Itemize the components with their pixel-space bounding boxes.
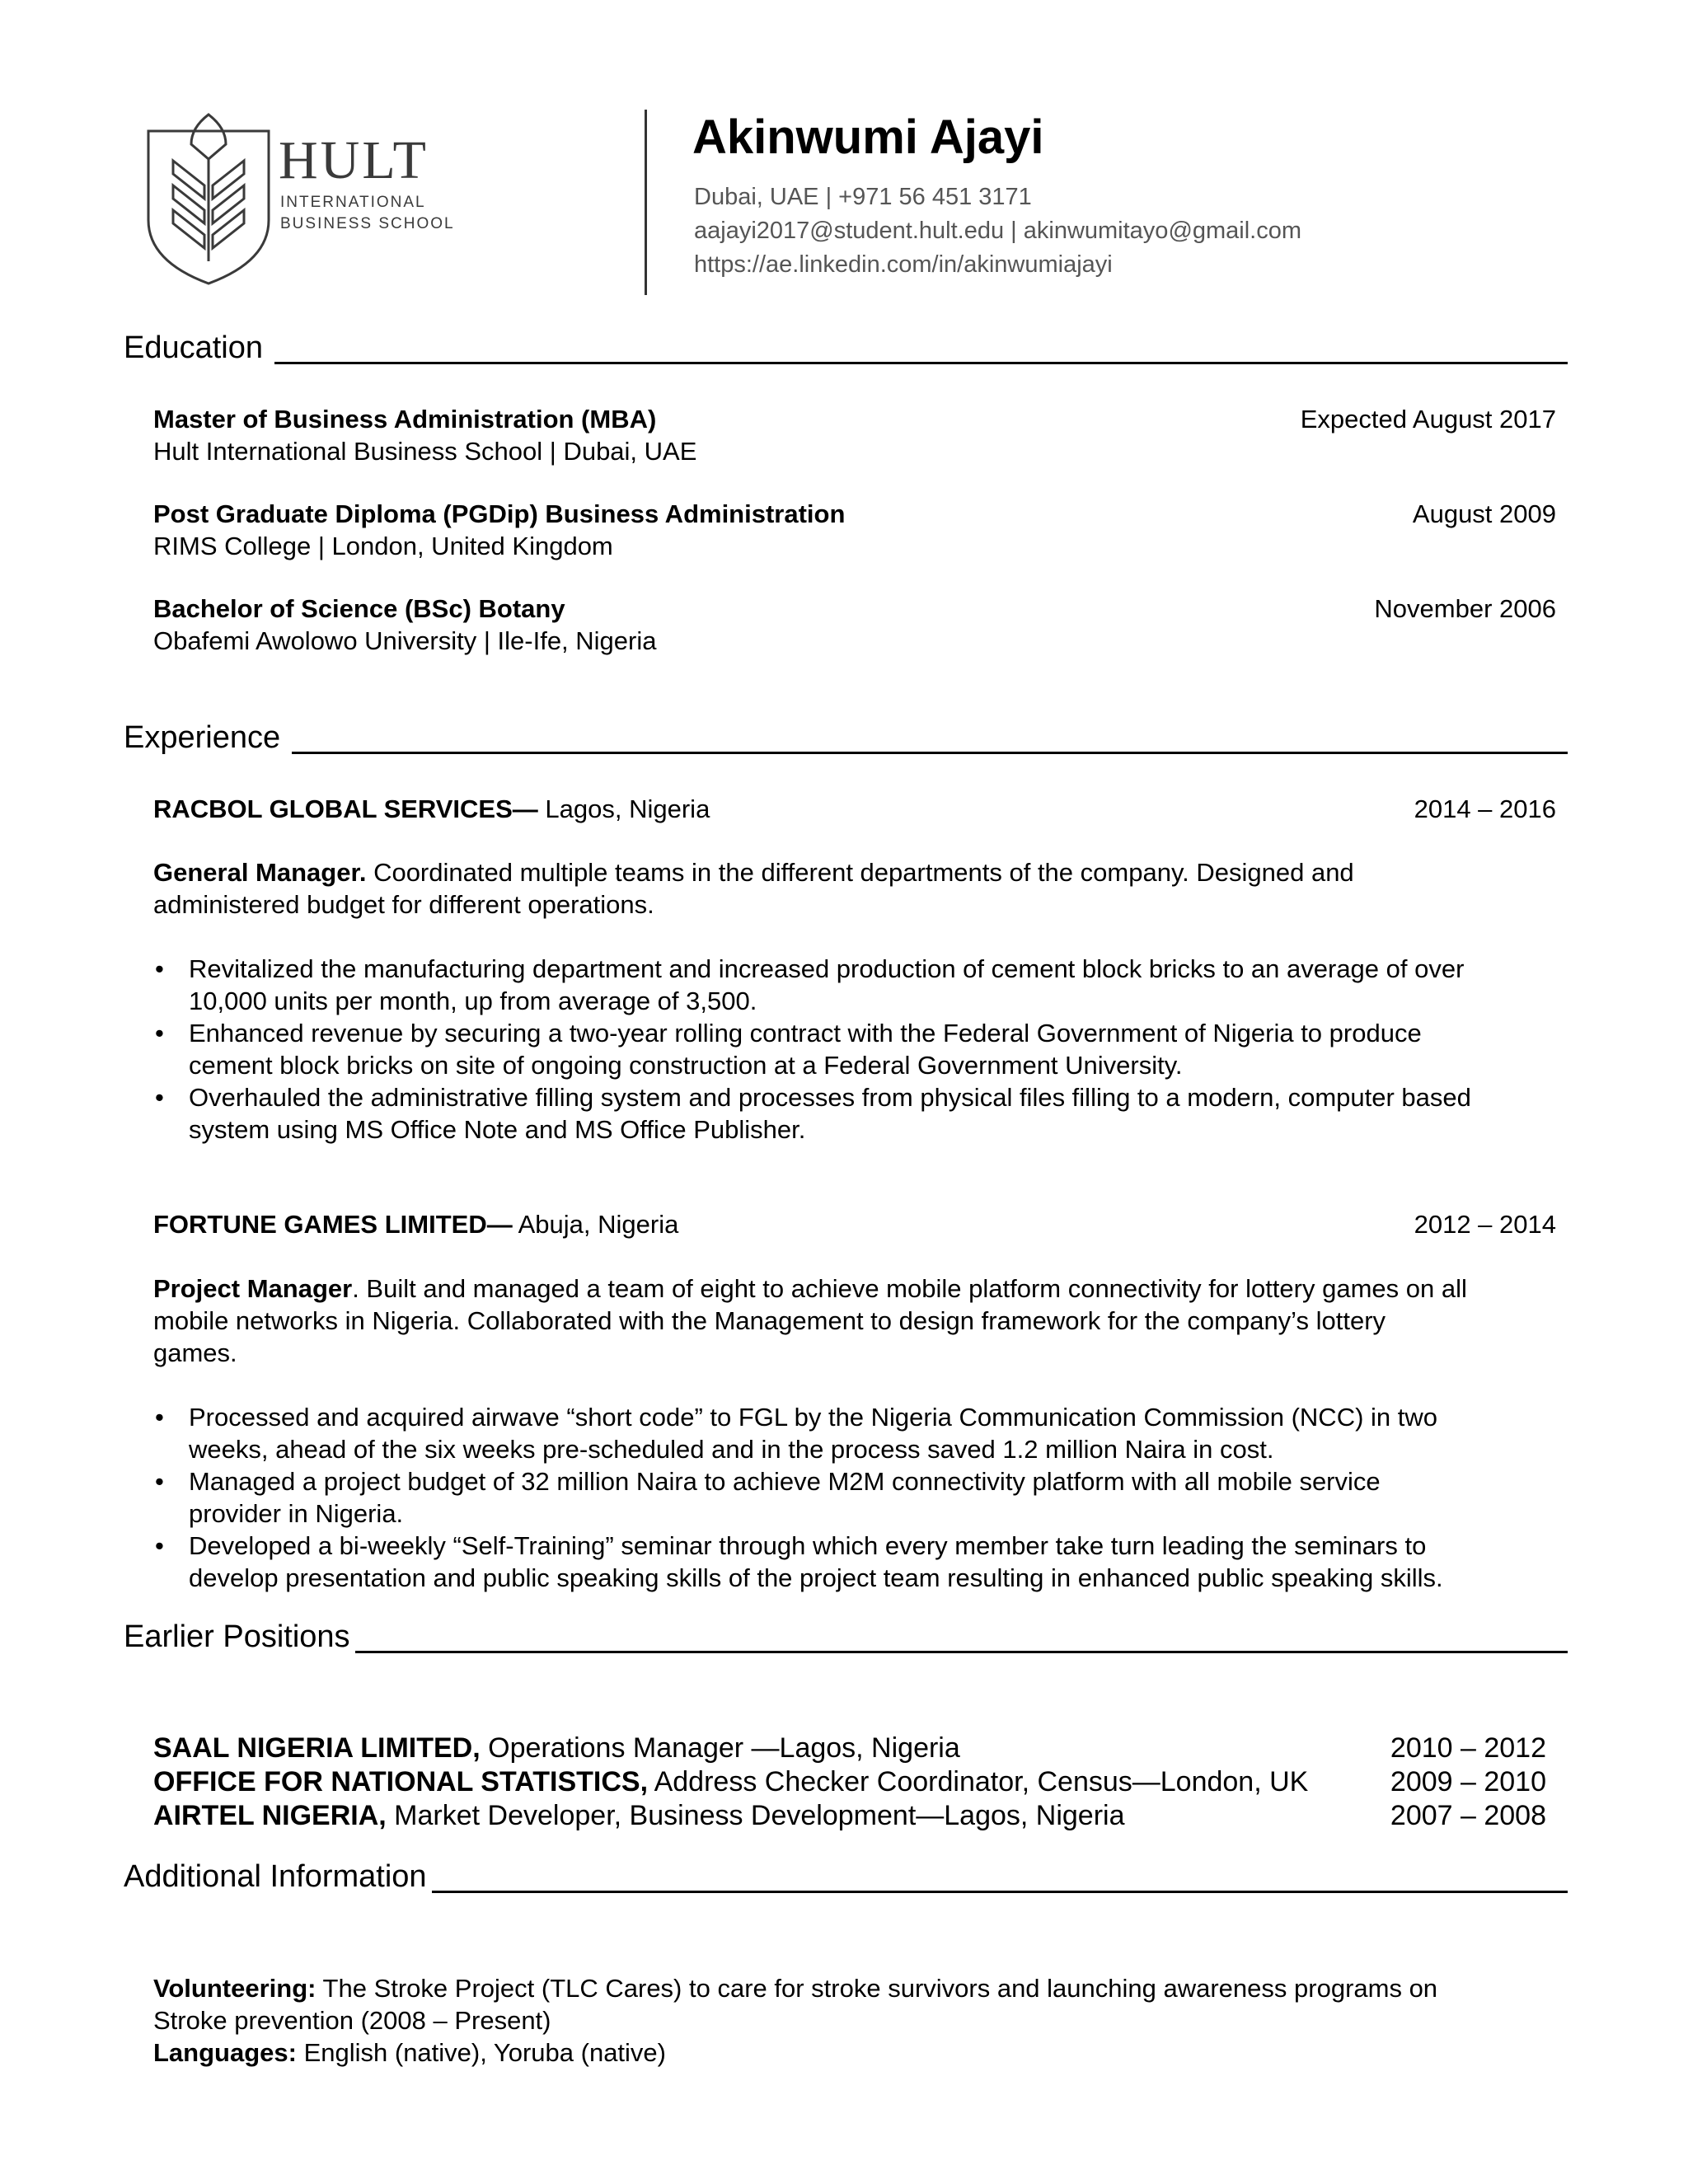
bullet-text: • Developed a bi-weekly “Self-Training” seminar through which every member take turn leading the seminars to	[189, 1531, 1427, 1560]
bullet-text: • Enhanced revenue by securing a two-year rolling contract with the Federal Government of Nigeria to produce	[189, 1019, 1422, 1047]
education-school: Obafemi Awolowo University | Ile-Ife, Nigeria	[153, 626, 657, 655]
logo-wordmark: HULT	[279, 130, 429, 190]
list-item	[153, 1530, 1571, 1594]
position-dates: 2007 – 2008	[1390, 1800, 1546, 1831]
bullet-text: • Processed and acquired airwave “short code” to FGL by the Nigeria Communication Commission (NCC) in two	[189, 1403, 1438, 1432]
contact-block	[694, 180, 1301, 282]
list-item	[153, 1081, 1571, 1146]
section-title: Additional Information	[124, 1859, 427, 1894]
company-location: Abuja, Nigeria	[512, 1210, 679, 1239]
contact-linkedin: https://ae.linkedin.com/in/akinwumiajayi	[694, 251, 1113, 278]
volunteering-label: Volunteering:	[153, 1974, 316, 2003]
contact-emails: aajayi2017@student.hult.edu | akinwumitayo@gmail.com	[694, 218, 1302, 244]
bullet-text: • Managed a project budget of 32 million Naira to achieve M2M connectivity platform with all mobile service	[189, 1467, 1381, 1496]
section-rule	[274, 362, 1568, 364]
bullet-text: provider in Nigeria.	[189, 1499, 404, 1528]
job-header	[153, 793, 1556, 825]
job-role: General Manager.	[153, 858, 367, 887]
job-achievements	[153, 953, 1571, 1146]
bullet-text: • Revitalized the manufacturing department and increased production of cement block bricks to an average of over	[189, 954, 1465, 983]
job-summary	[153, 856, 1571, 921]
volunteering-text: The Stroke Project (TLC Cares) to care for stroke survivors and launching awareness programs on	[316, 1974, 1438, 2003]
bullet-text: develop presentation and public speaking skills of the project team resulting in enhanced public speaking skills.	[189, 1563, 1443, 1592]
position-detail: Operations Manager —Lagos, Nigeria	[480, 1732, 960, 1764]
candidate-name: Akinwumi Ajayi	[692, 110, 1044, 164]
bullet-text: weeks, ahead of the six weeks pre-scheduled and in the process saved 1.2 million Naira in cost.	[189, 1435, 1274, 1464]
position-org: SAAL NIGERIA LIMITED,	[153, 1732, 481, 1764]
job-achievements	[153, 1401, 1571, 1594]
job-role: Project Manager	[153, 1274, 353, 1303]
education-entry	[153, 593, 1556, 625]
job-summary	[153, 1272, 1571, 1369]
degree-title: Bachelor of Science (BSc) Botany	[153, 594, 565, 623]
position-row	[153, 1799, 1546, 1833]
hult-crest-icon	[147, 113, 270, 286]
degree-date: Expected August 2017	[1300, 405, 1556, 434]
education-school: Hult International Business School | Dubai, UAE	[153, 437, 697, 466]
languages-text: English (native), Yoruba (native)	[296, 2038, 667, 2067]
company-location: Lagos, Nigeria	[537, 794, 710, 823]
section-rule	[292, 752, 1568, 754]
additional-info	[153, 1972, 1571, 2069]
company-name: RACBOL GLOBAL SERVICES—	[153, 794, 538, 823]
list-item	[153, 953, 1571, 1017]
logo-subtitle	[280, 192, 455, 235]
additional-info-heading	[124, 1858, 1568, 1895]
bullet-text: system using MS Office Note and MS Office Publisher.	[189, 1115, 806, 1144]
bullet-text: • Overhauled the administrative filling system and processes from physical files filling to a modern, computer based	[189, 1083, 1471, 1112]
degree-title: Post Graduate Diploma (PGDip) Business Administration	[153, 499, 846, 528]
position-dates: 2010 – 2012	[1390, 1732, 1546, 1764]
position-org: AIRTEL NIGERIA,	[153, 1800, 387, 1831]
bullet-text: cement block bricks on site of ongoing construction at a Federal Government University.	[189, 1051, 1183, 1080]
section-rule	[432, 1891, 1568, 1893]
position-detail: Address Checker Coordinator, Census—London, UK	[648, 1766, 1309, 1797]
logo-subtitle-line: INTERNATIONAL	[280, 194, 426, 211]
job-dates: 2014 – 2016	[1414, 794, 1556, 823]
degree-title: Master of Business Administration (MBA)	[153, 405, 657, 434]
section-title: Experience	[124, 720, 281, 755]
experience-heading	[124, 719, 1568, 756]
position-row	[153, 1732, 1546, 1765]
job-summary-text: . Built and managed a team of eight to achieve mobile platform connectivity for lottery games on all	[352, 1274, 1467, 1303]
job-summary-text: games.	[153, 1338, 237, 1367]
degree-date: November 2006	[1374, 594, 1556, 623]
job-summary-text: Coordinated multiple teams in the different departments of the company. Designed and	[366, 858, 1354, 887]
section-title: Education	[124, 330, 264, 365]
hult-logo	[147, 113, 460, 286]
logo-subtitle-line: BUSINESS SCHOOL	[280, 215, 455, 232]
list-item	[153, 1465, 1571, 1530]
volunteering-text: Stroke prevention (2008 – Present)	[153, 2006, 551, 2035]
section-title: Earlier Positions	[124, 1619, 350, 1654]
company-name: FORTUNE GAMES LIMITED—	[153, 1210, 513, 1239]
section-rule	[355, 1651, 1568, 1653]
earlier-positions-heading	[124, 1619, 1568, 1655]
education-heading	[124, 330, 1568, 366]
position-detail: Market Developer, Business Development—Lagos, Nigeria	[386, 1800, 1125, 1831]
job-dates: 2012 – 2014	[1414, 1210, 1556, 1239]
contact-location-phone: Dubai, UAE | +971 56 451 3171	[694, 184, 1032, 210]
education-school: RIMS College | London, United Kingdom	[153, 532, 613, 560]
position-row	[153, 1765, 1546, 1799]
bullet-text: 10,000 units per month, up from average of 3,500.	[189, 987, 757, 1015]
education-entry	[153, 403, 1556, 435]
list-item	[153, 1401, 1571, 1465]
job-summary-text: administered budget for different operations.	[153, 890, 654, 919]
header-divider	[645, 110, 647, 295]
position-dates: 2009 – 2010	[1390, 1766, 1546, 1797]
languages-label: Languages:	[153, 2038, 297, 2067]
education-entry	[153, 498, 1556, 530]
job-summary-text: mobile networks in Nigeria. Collaborated with the Management to design framework for the company’s lottery	[153, 1306, 1386, 1335]
position-org: OFFICE FOR NATIONAL STATISTICS,	[153, 1766, 649, 1797]
job-header	[153, 1208, 1556, 1240]
earlier-positions-list	[153, 1732, 1546, 1833]
list-item	[153, 1017, 1571, 1081]
degree-date: August 2009	[1412, 499, 1556, 528]
